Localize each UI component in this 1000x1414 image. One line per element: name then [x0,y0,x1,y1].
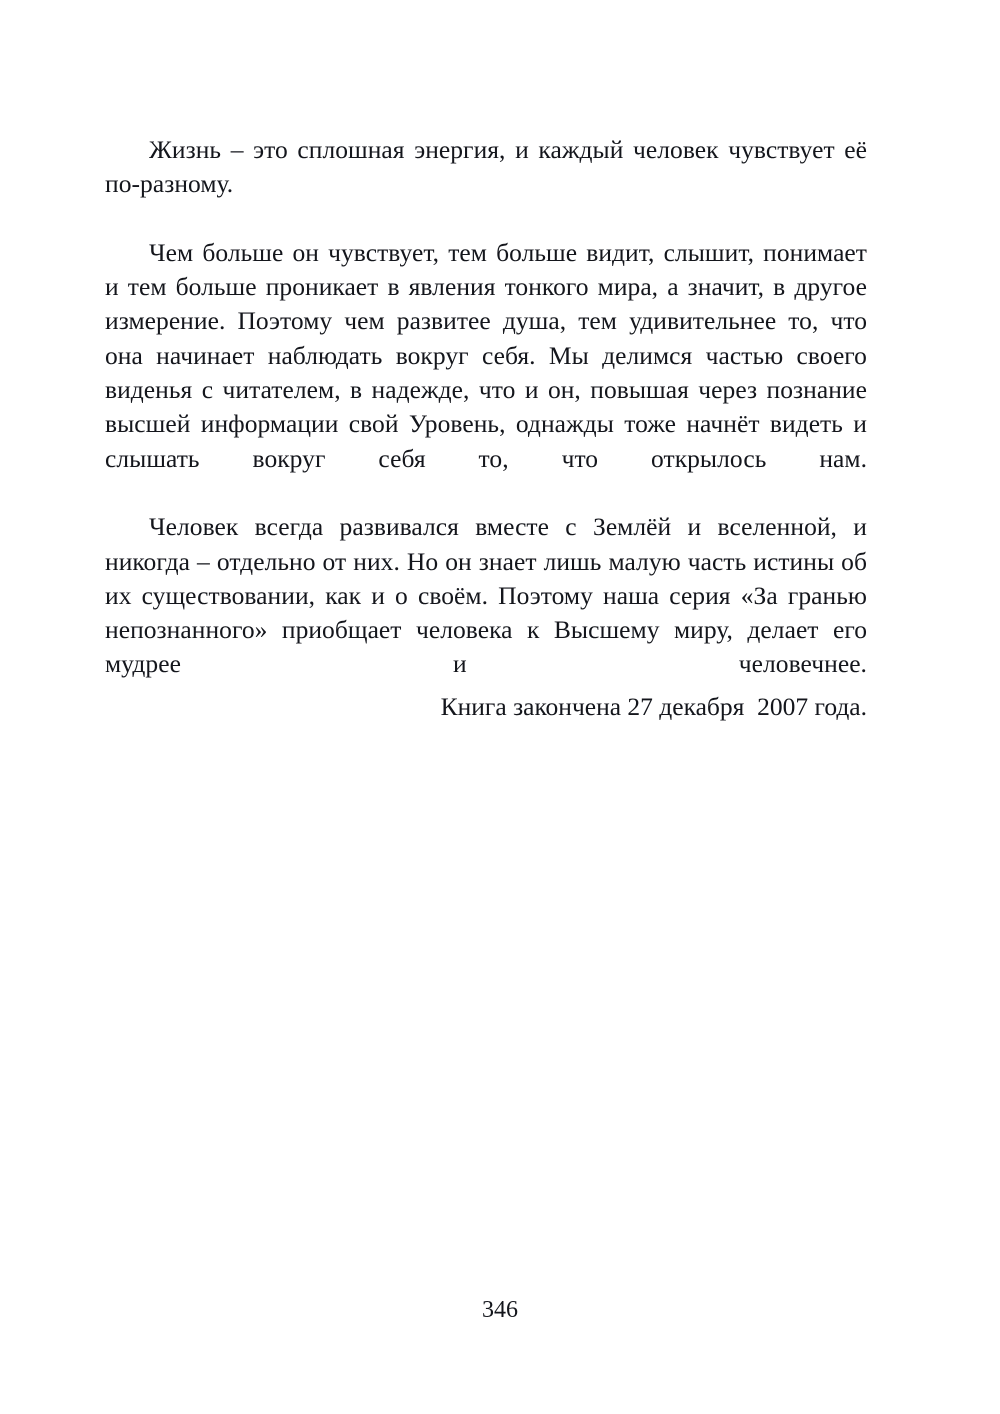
page-number: 346 [482,1297,518,1323]
paragraph-3: Человек всегда развивался вместе с Землёй и вселенной, и никогда – отдельно от них. Но он знает лишь малую часть истины об их существовании, как и о своём. Поэтому наша серия «За гранью непознанного» приобщает человека к Высшему миру, делает его мудрее и человечнее. [105,512,867,679]
body-text-block [105,133,867,716]
paragraph-2: Чем больше он чувствует, тем больше видит, слышит, понимает и тем больше проникает в явления тонкого мира, а значит, в другое измерение. Поэтому чем развитее душа, тем удивительнее то, что она начинает наблюдать вокруг себя. Мы делимся частью своего виденья с читателем, в надежде, что и он, повышая через познание высшей информации свой Уровень, однажды тоже начнёт видеть и слышать вокруг себя то, что открылось нам. [105,237,867,473]
paragraph-1: Жизнь – это сплошная энергия, и каждый человек чувствует её по-разному. [105,135,867,199]
closing-date-line: Книга закончена 27 декабря 2007 года. [440,692,867,721]
